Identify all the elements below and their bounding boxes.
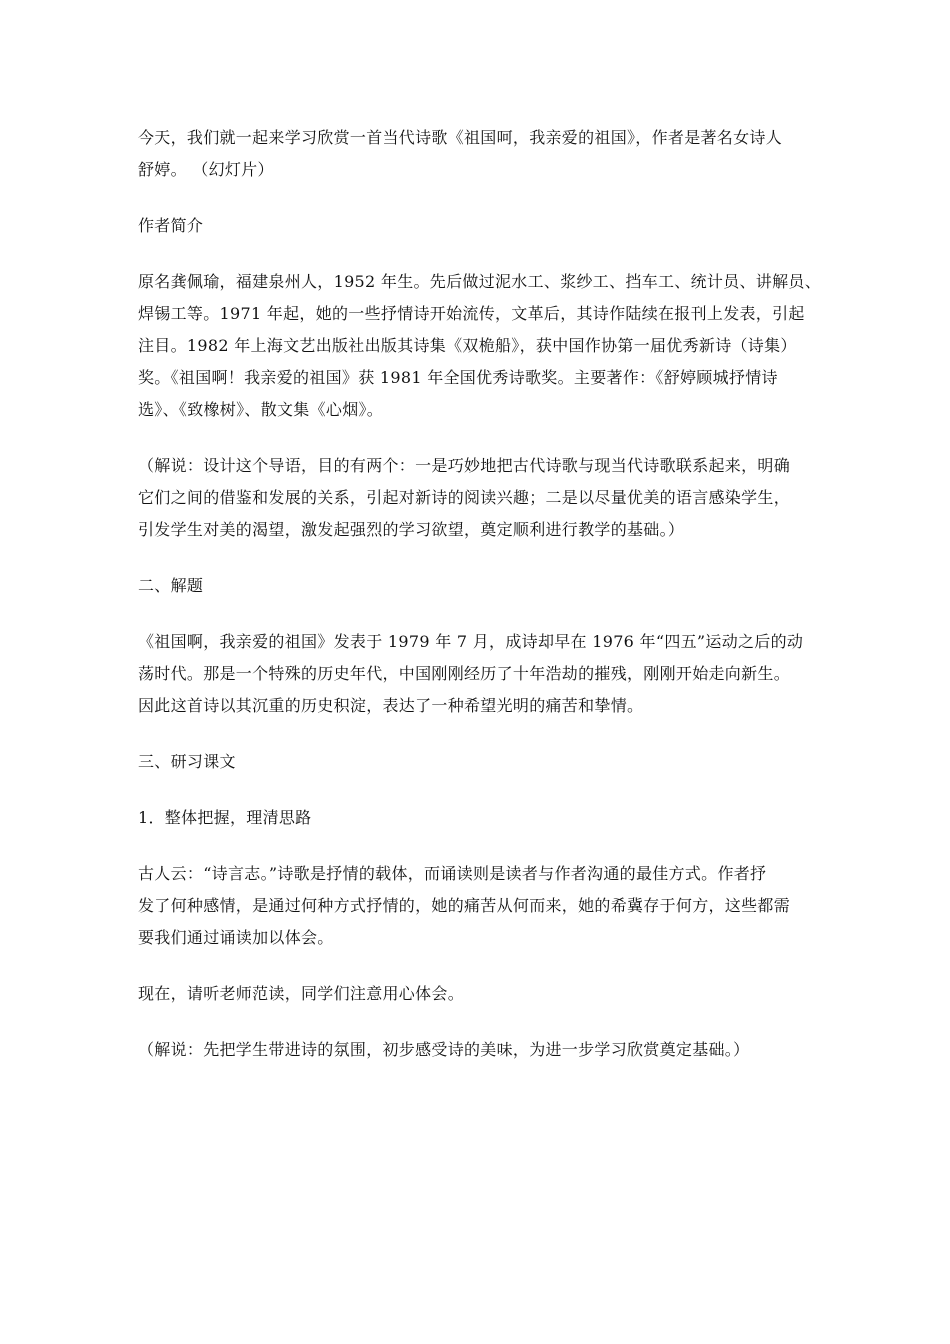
section-2-paragraph (138, 626, 823, 722)
subsection-1-heading: 1．整体把握，理清思路 (138, 808, 312, 827)
text-line: 注目。1982 年上海文艺出版社出版其诗集《双桅船》，获中国作协第一届优秀新诗（诗集） (138, 336, 797, 355)
text-line: 它们之间的借鉴和发展的关系，引起对新诗的阅读兴趣；二是以尽量优美的语言感染学生， (138, 488, 791, 507)
section-2-heading: 二、解题 (138, 576, 204, 595)
text-line: 引发学生对美的渴望，激发起强烈的学习欲望，奠定顺利进行教学的基础。） (138, 520, 685, 539)
commentary-paragraph-1 (138, 450, 823, 546)
text-line: 要我们通过诵读加以体会。 (138, 928, 334, 947)
intro-paragraph (138, 122, 823, 186)
text-line: 荡时代。那是一个特殊的历史年代，中国刚刚经历了十年浩劫的摧残，刚刚开始走向新生。 (138, 664, 791, 683)
text-line: 选》、《致橡树》、散文集《心烟》。 (138, 400, 384, 419)
text-line: 焊锡工等。1971 年起，她的一些抒情诗开始流传，文革后，其诗作陆续在报刊上发表，引起 (138, 304, 805, 323)
text-line: 发了何种感情，是通过何种方式抒情的，她的痛苦从何而来，她的希冀存于何方，这些都需 (138, 896, 791, 915)
text-line: 因此这首诗以其沉重的历史积淀，表达了一种希望光明的痛苦和挚情。 (138, 696, 644, 715)
text-line: 舒婷。 （幻灯片） (138, 160, 274, 179)
text-line: （解说：设计这个导语，目的有两个：一是巧妙地把古代诗歌与现当代诗歌联系起来，明确 (138, 456, 791, 475)
text-line: 古人云：“诗言志。”诗歌是抒情的载体，而诵读则是读者与作者沟通的最佳方式。作者抒 (138, 864, 767, 883)
text-line: 今天，我们就一起来学习欣赏一首当代诗歌《祖国呵，我亲爱的祖国》，作者是著名女诗人 (138, 128, 783, 147)
author-bio-paragraph (138, 266, 823, 426)
text-line: 《祖国啊，我亲爱的祖国》发表于 1979 年 7 月，成诗却早在 1976 年“四五”运动之后的动 (138, 632, 804, 651)
text-line: 原名龚佩瑜，福建泉州人，1952 年生。先后做过泥水工、浆纱工、挡车工、统计员、讲解员、 (138, 272, 822, 291)
document-page (138, 122, 823, 1066)
section-3-heading: 三、研习课文 (138, 752, 236, 771)
author-heading: 作者简介 (138, 216, 204, 235)
instruction-paragraph: 现在，请听老师范读，同学们注意用心体会。 (138, 984, 465, 1003)
section-3-paragraph (138, 858, 823, 954)
commentary-paragraph-2: （解说：先把学生带进诗的氛围，初步感受诗的美味，为进一步学习欣赏奠定基础。） (138, 1040, 750, 1059)
text-line: 奖。《祖国啊！我亲爱的祖国》获 1981 年全国优秀诗歌奖。主要著作：《舒婷顾城抒情诗 (138, 368, 778, 387)
